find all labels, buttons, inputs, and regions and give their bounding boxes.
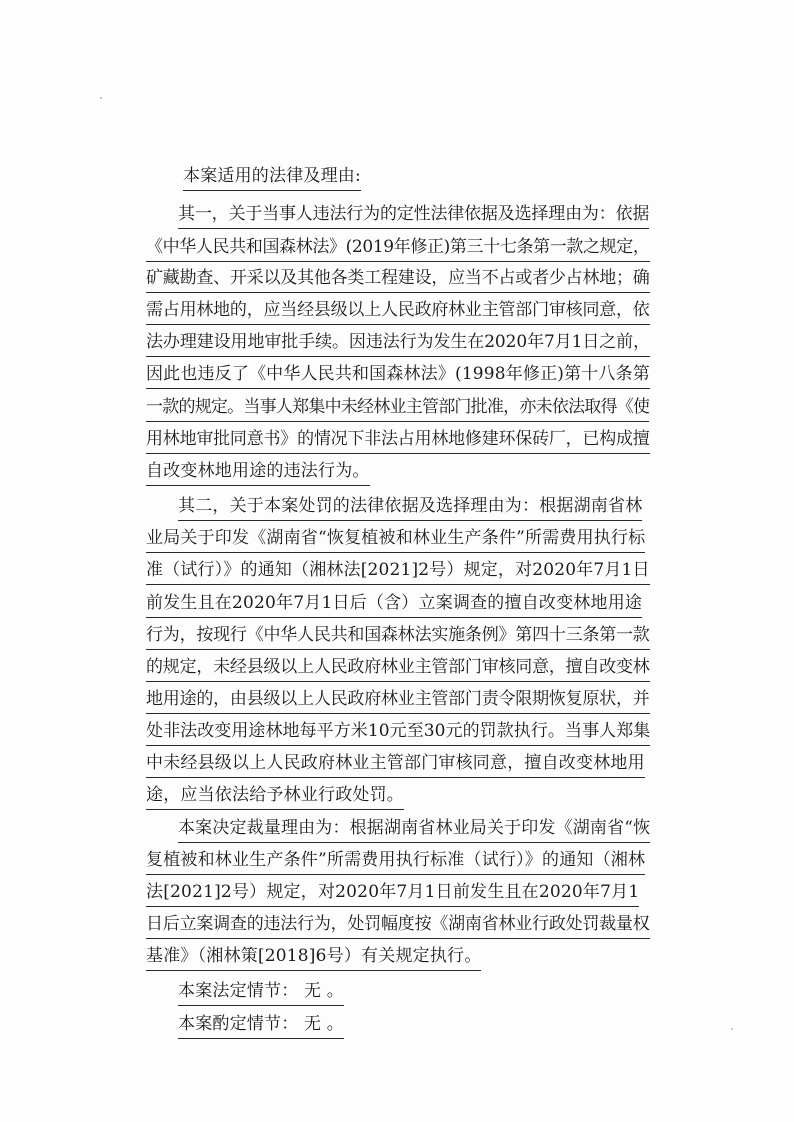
- paragraph-line: 需占用林地的，应当经县级以上人民政府林业主管部门审核同意，依: [146, 299, 650, 325]
- paragraph-line: 处非法改变用途林地每平方米10元至30元的罚款执行。当事人郑集: [146, 720, 650, 746]
- paragraph-line: 一款的规定。当事人郑集中未经林业主管部门批准，亦未依法取得《使: [146, 396, 649, 422]
- paragraph-line: 行为，按现行《中华人民共和国森林法实施条例》第四十三条第一款: [146, 624, 650, 650]
- scan-speck: [100, 97, 102, 99]
- paragraph-line: 基准》（湘林策[2018]6号）有关规定执行。: [146, 945, 481, 971]
- paragraph-line: 自改变林地用途的违法行为。: [146, 460, 370, 486]
- paragraph-line: 途，应当依法给予林业行政处罚。: [146, 784, 404, 810]
- paragraph-line: 其一，关于当事人违法行为的定性法律依据及选择理由为：依据: [178, 203, 649, 229]
- paragraph-line: 地用途的，由县级以上人民政府林业主管部门责令限期恢复原状，并: [146, 688, 650, 714]
- paragraph-line: 前发生且在2020年7月1日后（含）立案调查的擅自改变林地用途: [146, 592, 642, 618]
- paragraph-line: 的规定，未经县级以上人民政府林业主管部门审核同意，擅自改变林: [146, 656, 650, 682]
- paragraph-line: 《中华人民共和国森林法》(2019年修正)第三十七条第一款之规定，: [146, 236, 650, 262]
- paragraph-line: 因此也违反了《中华人民共和国森林法》(1998年修正)第十八条第: [146, 363, 650, 389]
- paragraph-line: 法[2021]2号）规定，对2020年7月1日前发生且在2020年7月1: [146, 881, 639, 907]
- paragraph-line: 复植被和林业生产条件”所需费用执行标准（试行）》的通知（湘林: [146, 849, 645, 875]
- paragraph-line: 矿藏勘查、开采以及其他各类工程建设，应当不占或者少占林地；确: [146, 267, 650, 293]
- paragraph-line: 中未经县级以上人民政府林业主管部门审核同意，擅自改变林地用: [146, 752, 645, 778]
- paragraph-line: 其二，关于本案处罚的法律依据及选择理由为：根据湖南省林: [178, 495, 642, 521]
- scan-speck: [731, 1028, 733, 1030]
- legal-circumstances: 本案法定情节： 无 。: [178, 980, 344, 1006]
- paragraph-line: 法办理建设用地审批手续。因违法行为发生在2020年7月1日之前，: [146, 331, 650, 357]
- paragraph-line: 用林地审批同意书》的情况下非法占用林地修建环保砖厂，已构成擅: [146, 428, 650, 454]
- paragraph-line: 准（试行）》的通知（湘林法[2021]2号）规定，对2020年7月1日: [146, 559, 650, 585]
- paragraph-line: 日后立案调查的违法行为，处罚幅度按《湖南省林业行政处罚裁量权: [146, 913, 650, 939]
- discretionary-circumstances: 本案酌定情节： 无 。: [178, 1013, 344, 1039]
- paragraph-line: 本案决定裁量理由为：根据湖南省林业局关于印发《湖南省“恢: [178, 817, 650, 843]
- paragraph-line: 业局关于印发《湖南省“恢复植被和林业生产条件”所需费用执行标: [146, 527, 645, 553]
- section-heading: 本案适用的法律及理由:: [183, 165, 361, 191]
